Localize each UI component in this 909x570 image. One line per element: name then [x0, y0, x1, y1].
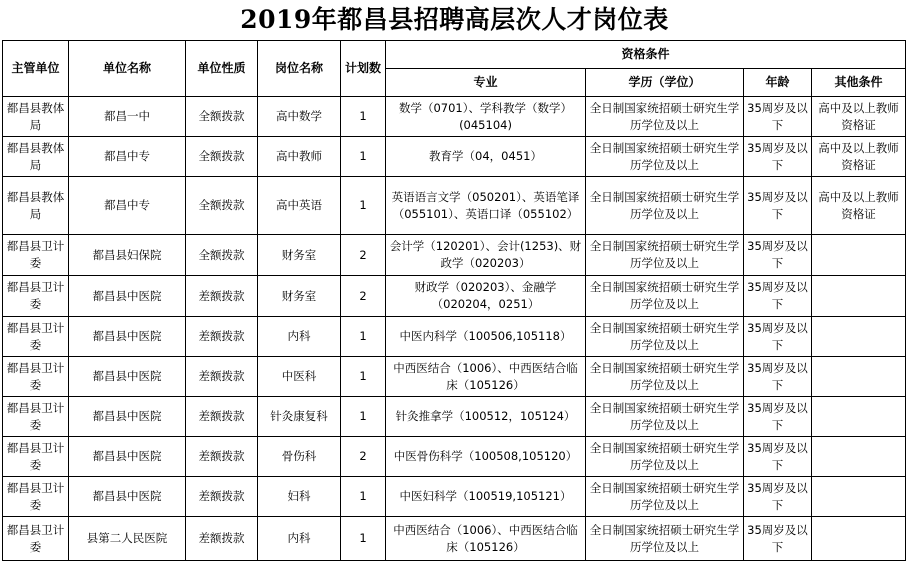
- cell-education: 全日制国家统招硕士研究生学历学位及以上: [586, 235, 744, 276]
- table-row: [3, 517, 906, 561]
- cell-count: 1: [341, 357, 386, 397]
- table-row: [3, 137, 906, 177]
- table-row: [3, 177, 906, 235]
- table-row: [3, 437, 906, 477]
- cell-dept: 都昌县卫计委: [3, 397, 69, 437]
- cell-major: 中医妇科学（100519,105121）: [386, 477, 586, 517]
- cell-position: 内科: [258, 517, 341, 561]
- cell-age: 35周岁及以下: [744, 276, 812, 317]
- cell-other: [812, 317, 906, 357]
- cell-position: 针灸康复科: [258, 397, 341, 437]
- header-major: 专业: [386, 69, 586, 97]
- cell-other: 高中及以上教师资格证: [812, 177, 906, 235]
- cell-age: 35周岁及以下: [744, 235, 812, 276]
- cell-major: 针灸推拿学（100512，105124）: [386, 397, 586, 437]
- cell-other: [812, 437, 906, 477]
- cell-major: 中医内科学（100506,105118）: [386, 317, 586, 357]
- cell-nature: 差额拨款: [186, 317, 258, 357]
- cell-count: 1: [341, 97, 386, 137]
- cell-nature: 差额拨款: [186, 437, 258, 477]
- cell-major: 中西医结合（1006）、中西医结合临床（105126）: [386, 517, 586, 561]
- cell-major: 中医骨伤科学（100508,105120）: [386, 437, 586, 477]
- cell-major: 教育学（04，0451）: [386, 137, 586, 177]
- cell-education: 全日制国家统招硕士研究生学历学位及以上: [586, 517, 744, 561]
- cell-dept: 都昌县卫计委: [3, 235, 69, 276]
- cell-unit: 都昌县妇保院: [69, 235, 186, 276]
- cell-nature: 差额拨款: [186, 357, 258, 397]
- table-row: [3, 357, 906, 397]
- header-count: 计划数: [341, 41, 386, 97]
- cell-dept: 都昌县教体局: [3, 97, 69, 137]
- header-age: 年龄: [744, 69, 812, 97]
- cell-other: [812, 517, 906, 561]
- cell-dept: 都昌县卫计委: [3, 317, 69, 357]
- cell-age: 35周岁及以下: [744, 137, 812, 177]
- cell-unit: 都昌县中医院: [69, 477, 186, 517]
- cell-other: 高中及以上教师资格证: [812, 137, 906, 177]
- table-row: [3, 276, 906, 317]
- cell-major: 中西医结合（1006）、中西医结合临床（105126）: [386, 357, 586, 397]
- cell-nature: 全额拨款: [186, 137, 258, 177]
- cell-other: [812, 477, 906, 517]
- page-title: 2019年都昌县招聘高层次人才岗位表: [240, 5, 669, 34]
- cell-unit: 县第二人民医院: [69, 517, 186, 561]
- cell-position: 高中教师: [258, 137, 341, 177]
- cell-major: 英语语言文学（050201）、英语笔译（055101）、英语口译（055102）: [386, 177, 586, 235]
- cell-age: 35周岁及以下: [744, 177, 812, 235]
- cell-unit: 都昌县中医院: [69, 276, 186, 317]
- cell-count: 2: [341, 276, 386, 317]
- cell-other: [812, 276, 906, 317]
- cell-age: 35周岁及以下: [744, 517, 812, 561]
- table-row: [3, 317, 906, 357]
- cell-education: 全日制国家统招硕士研究生学历学位及以上: [586, 357, 744, 397]
- cell-count: 2: [341, 437, 386, 477]
- cell-unit: 都昌县中医院: [69, 437, 186, 477]
- cell-age: 35周岁及以下: [744, 97, 812, 137]
- cell-count: 2: [341, 235, 386, 276]
- cell-unit: 都昌县中医院: [69, 357, 186, 397]
- cell-major: 会计学（120201）、会计(1253)、财政学（020203）: [386, 235, 586, 276]
- cell-dept: 都昌县卫计委: [3, 437, 69, 477]
- cell-dept: 都昌县卫计委: [3, 517, 69, 561]
- cell-position: 财务室: [258, 276, 341, 317]
- cell-unit: 都昌中专: [69, 177, 186, 235]
- cell-education: 全日制国家统招硕士研究生学历学位及以上: [586, 317, 744, 357]
- cell-unit: 都昌县中医院: [69, 397, 186, 437]
- cell-major: 财政学（020203）、金融学（020204，0251）: [386, 276, 586, 317]
- cell-count: 1: [341, 137, 386, 177]
- cell-dept: 都昌县教体局: [3, 137, 69, 177]
- header-qualifications: 资格条件: [386, 41, 906, 69]
- cell-unit: 都昌一中: [69, 97, 186, 137]
- cell-position: 中医科: [258, 357, 341, 397]
- cell-education: 全日制国家统招硕士研究生学历学位及以上: [586, 437, 744, 477]
- cell-age: 35周岁及以下: [744, 477, 812, 517]
- cell-education: 全日制国家统招硕士研究生学历学位及以上: [586, 397, 744, 437]
- cell-other: [812, 397, 906, 437]
- cell-dept: 都昌县教体局: [3, 177, 69, 235]
- cell-dept: 都昌县卫计委: [3, 276, 69, 317]
- cell-age: 35周岁及以下: [744, 357, 812, 397]
- cell-position: 内科: [258, 317, 341, 357]
- cell-dept: 都昌县卫计委: [3, 357, 69, 397]
- cell-nature: 全额拨款: [186, 177, 258, 235]
- cell-nature: 差额拨款: [186, 397, 258, 437]
- cell-count: 1: [341, 397, 386, 437]
- cell-unit: 都昌县中医院: [69, 317, 186, 357]
- header-other: 其他条件: [812, 69, 906, 97]
- cell-nature: 全额拨款: [186, 235, 258, 276]
- cell-count: 1: [341, 477, 386, 517]
- table-row: [3, 97, 906, 137]
- table-row: [3, 397, 906, 437]
- cell-dept: 都昌县卫计委: [3, 477, 69, 517]
- cell-position: 骨伤科: [258, 437, 341, 477]
- cell-other: [812, 357, 906, 397]
- cell-age: 35周岁及以下: [744, 437, 812, 477]
- cell-position: 妇科: [258, 477, 341, 517]
- cell-position: 高中数学: [258, 97, 341, 137]
- cell-major: 数学（0701）、学科教学（数学）(045104): [386, 97, 586, 137]
- cell-age: 35周岁及以下: [744, 397, 812, 437]
- cell-nature: 差额拨款: [186, 477, 258, 517]
- cell-nature: 全额拨款: [186, 97, 258, 137]
- cell-unit: 都昌中专: [69, 137, 186, 177]
- header-unit: 单位名称: [69, 41, 186, 97]
- cell-count: 1: [341, 317, 386, 357]
- header-dept: 主管单位: [3, 41, 69, 97]
- cell-position: 财务室: [258, 235, 341, 276]
- header-education: 学历（学位）: [586, 69, 744, 97]
- cell-education: 全日制国家统招硕士研究生学历学位及以上: [586, 177, 744, 235]
- table-row: [3, 235, 906, 276]
- header-nature: 单位性质: [186, 41, 258, 97]
- cell-count: 1: [341, 517, 386, 561]
- cell-other: [812, 235, 906, 276]
- cell-nature: 差额拨款: [186, 276, 258, 317]
- cell-count: 1: [341, 177, 386, 235]
- positions-table: [2, 40, 906, 561]
- cell-education: 全日制国家统招硕士研究生学历学位及以上: [586, 137, 744, 177]
- cell-nature: 差额拨款: [186, 517, 258, 561]
- table-row: [3, 477, 906, 517]
- cell-education: 全日制国家统招硕士研究生学历学位及以上: [586, 477, 744, 517]
- cell-education: 全日制国家统招硕士研究生学历学位及以上: [586, 276, 744, 317]
- cell-other: 高中及以上教师资格证: [812, 97, 906, 137]
- cell-education: 全日制国家统招硕士研究生学历学位及以上: [586, 97, 744, 137]
- cell-age: 35周岁及以下: [744, 317, 812, 357]
- header-position: 岗位名称: [258, 41, 341, 97]
- cell-position: 高中英语: [258, 177, 341, 235]
